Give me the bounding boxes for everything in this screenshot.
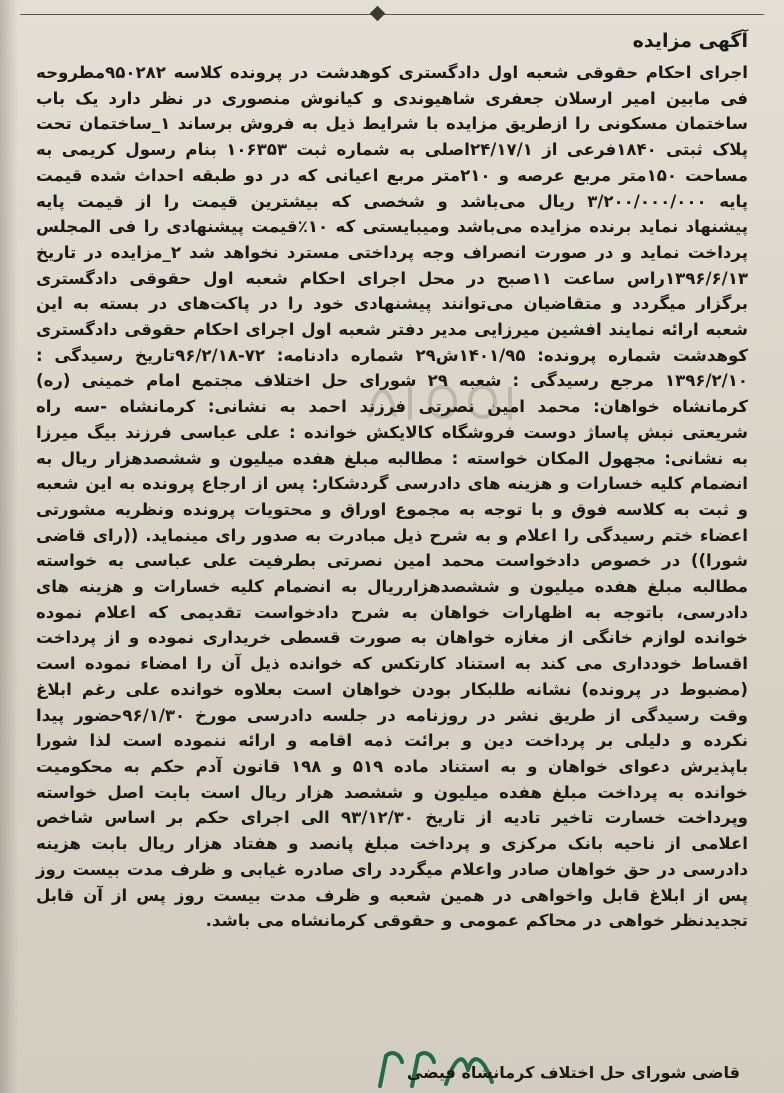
signature-line: قاضی شورای حل اختلاف کرمانشاه فیضی	[406, 1063, 740, 1082]
page-edge-shadow	[0, 0, 18, 1093]
notice-body: اجرای احکام حقوقی شعبه اول دادگستری کوهدشت در پرونده کلاسه ۹۵۰۲۸۲مطروحه فی مابین امیر ارسلان جعفری شاهیوندی و کیانوش منصوری در نظر دارد یک باب ساختمان مسکونی را ازطریق مزایده با شرایط ذیل به فروش برساند ۱_ساختمان تحت پلاک ثبتی ۱۸۴۰فرعی از ۲۴/۱۷/۱اصلی به شماره ثبت ۱۰۶۳۵۳ بنام رسول کریمی به مساحت ۱۵۰متر مربع عرصه و ۲۱۰متر مربع اعیانی که در دو طبقه احداث شده قیمت پایه ۳/۲۰۰/۰۰۰/۰۰۰ ریال می‌باشد و شخصی که بیشترین قیمت را از قیمت پایه پیشنهاد نماید برنده مزایده می‌باشد ومیبایستی که ۱۰٪قیمت پیشنهادی را فی المجلس پرداخت نماید و در صورت انصراف وجه پرداختی مسترد نخواهد شد ۲_مزایده در تاریخ ۱۳۹۶/۶/۱۳راس ساعت ۱۱صبح در محل اجرای احکام شعبه اول حقوقی دادگستری برگزار میگردد و متقاضیان می‌توانند پیشنهادی خود را در پاکت‌های در بسته به این شعبه ارائه نمایند افشین میرزایی مدیر دفتر شعبه اول اجرای احکام حقوقی دادگستری کوهدشت شماره پرونده: ۱۴۰۱/۹۵ش۲۹ شماره دادنامه: ۷۲-۹۶/۲/۱۸تاریخ رسیدگی : ۱۳۹۶/۲/۱۰ مرجع رسیدگی : شعبه ۲۹ شورای حل اختلاف مجتمع امام خمینی (ره) کرمانشاه خواهان: محمد امین نصرتی فرزند احمد به نشانی: کرمانشاه -سه راه شریعتی نبش پاساژ دوست فروشگاه کالایکش خوانده : علی عباسی فرزند بیگ میرزا به نشانی: مجهول المکان خواسته : مطالبه مبلغ هفده میلیون و ششصدهزار ریال به انضمام کلیه خسارات و هزینه های دادرسی گردشکار: پس از ارجاع پرونده به این شعبه و ثبت به کلاسه فوق و با توجه به مجموع اوراق و محتویات پرونده ونظریه مشورتی اعضاء ختم رسیدگی را اعلام و به شرح ذیل مبادرت به صدور رای مینماید. ((رای قاضی شورا)) در خصوص دادخواست محمد امین نصرتی بطرفیت علی عباسی به خواسته مطالبه مبلغ هفده میلیون و ششصدهزارریال به انضمام کلیه خسارات و هزینه های دادرسی، باتوجه به اظهارات خواهان به شرح دادخواست تقدیمی که اعلام نموده خوانده لوازم خانگی از مغازه خواهان به صورت قسطی خریداری نموده و از پرداخت اقساط خودداری می کند به استناد کارتکس که خوانده ذیل آن را امضاء نموده است (مضبوط در پرونده) نشانه طلبکار بودن خواهان است بعلاوه خوانده علی رغم ابلاغ وقت رسیدگی از طریق نشر در روزنامه در جلسه دادرسی مورخ ۹۶/۱/۳۰حضور پیدا نکرده و دلیلی بر پرداخت دین و برائت ذمه اقامه و ارائه ننموده است لذا شورا باپذیرش دعوای خواهان و به استناد ماده ۵۱۹ و ۱۹۸ قانون آدم حکم به محکومیت خوانده به پرداخت مبلغ هفده میلیون و ششصد هزار ریال است بابت اصل خواسته وپرداخت خسارت تاخیر تادیه از تاریخ ۹۳/۱۲/۳۰ الی اجرای حکم بر اساس شاخص اعلامی از ناحیه بانک مرکزی و پرداخت مبلغ پانصد و هفتاد هزار ریال بابت هزینه دادرسی در حق خواهان صادر واعلام میگردد رای صادره غیابی و ظرف مدت بیست روز پس از ابلاغ قابل واخواهی در همین شعبه و ظرف مدت بیست روز پس از آن قابل تجدیدنظر خواهی در محاکم عمومی و حقوقی کرمانشاه می باشد.	[36, 63, 749, 931]
top-diamond-ornament	[370, 6, 386, 22]
notice-heading: آگهی مزایده	[632, 30, 748, 52]
watermark-stamp	[360, 372, 530, 432]
top-divider-line	[20, 14, 764, 15]
